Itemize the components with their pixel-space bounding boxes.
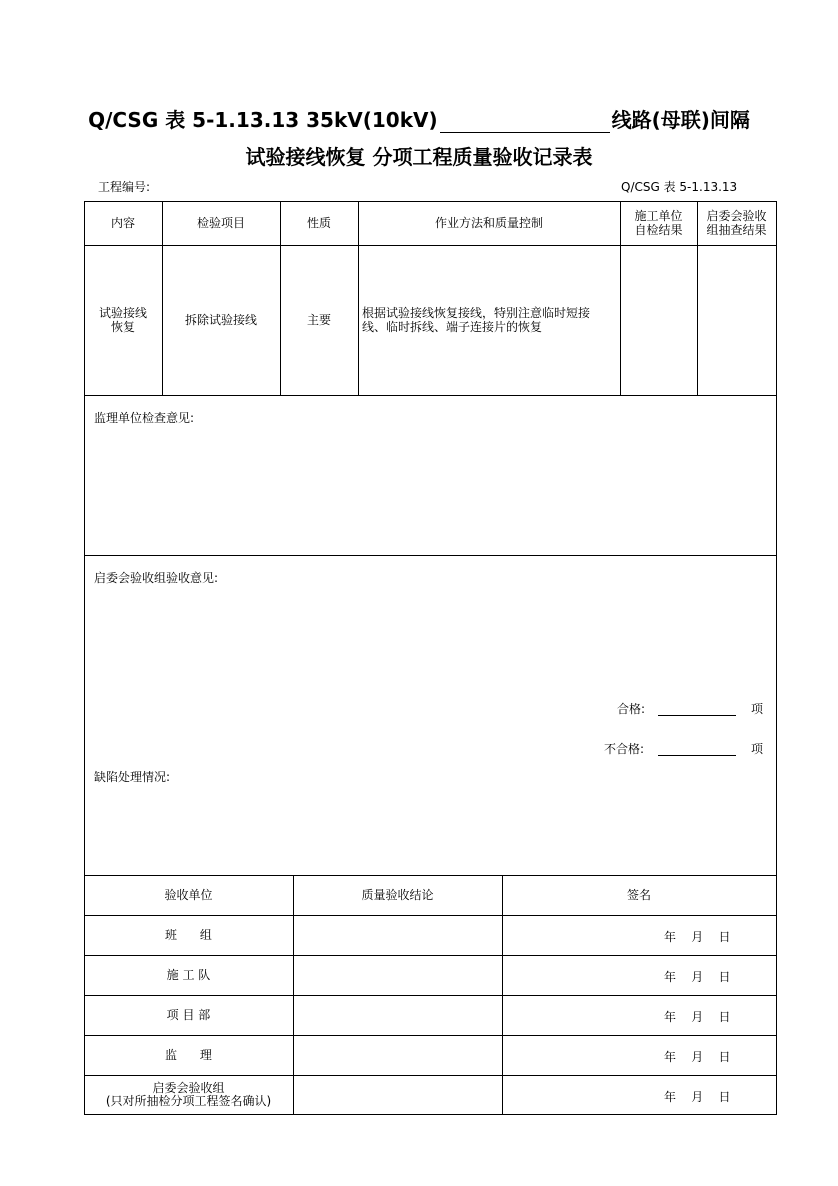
signoff-conclusion-field[interactable] <box>294 916 501 954</box>
defect-field[interactable] <box>85 785 775 873</box>
signoff-date: 年 月 日 <box>664 1050 731 1064</box>
signoff-conclusion-field[interactable] <box>294 956 501 994</box>
header-nature: 性质 <box>306 216 331 230</box>
header-item: 检验项目 <box>196 216 245 230</box>
signoff-unit-committee: 启委会验收组 (只对所抽检分项工程签名确认) <box>105 1081 272 1108</box>
defect-label: 缺陷处理情况: <box>94 770 171 784</box>
header-self-check: 施工单位 自检结果 <box>634 209 683 237</box>
header-spot-check: 启委会验收 组抽查结果 <box>706 209 767 237</box>
signoff-conclusion-field[interactable] <box>294 1076 501 1114</box>
signoff-conclusion-field[interactable] <box>294 1036 501 1074</box>
fail-count-field[interactable] <box>658 755 736 756</box>
row-content: 试验接线 恢复 <box>98 306 147 334</box>
line-name-blank[interactable] <box>440 110 610 133</box>
fail-unit: 项 <box>751 742 764 756</box>
signoff-date: 年 月 日 <box>664 1010 731 1024</box>
form-title-line1 <box>0 104 838 133</box>
pass-count-field[interactable] <box>658 715 736 716</box>
form-title-line2: 试验接线恢复 分项工程质量验收记录表 <box>245 145 593 169</box>
signoff-unit-project-dept: 项 目 部 <box>166 1008 211 1022</box>
committee-opinion-field[interactable] <box>85 585 775 685</box>
signoff-unit-crew: 施 工 队 <box>166 968 211 982</box>
committee-opinion-label: 启委会验收组验收意见: <box>94 571 219 585</box>
row-method: 根据试验接线恢复接线，特别注意临时短接 线、临时拆线、端子连接片的恢复 <box>362 306 591 334</box>
title-prefix: Q/CSG 表 5-1.13.13 35kV(10kV) <box>88 108 438 132</box>
row-spot-check[interactable] <box>697 245 776 395</box>
row-item: 拆除试验接线 <box>184 313 257 327</box>
title-suffix: 线路(母联)间隔 <box>611 108 750 132</box>
signoff-unit-supervision: 监 理 <box>165 1048 212 1062</box>
signoff-header-signature: 签名 <box>626 888 651 902</box>
header-method: 作业方法和质量控制 <box>434 216 543 230</box>
signoff-header-unit: 验收单位 <box>164 888 213 902</box>
supervision-opinion-field[interactable] <box>85 425 775 553</box>
signoff-date: 年 月 日 <box>664 970 731 984</box>
fail-label: 不合格: <box>604 742 645 756</box>
header-content: 内容 <box>110 216 135 230</box>
supervision-opinion-label: 监理单位检查意见: <box>94 411 195 425</box>
signoff-unit-team: 班 组 <box>165 928 212 942</box>
signoff-date: 年 月 日 <box>664 930 731 944</box>
signoff-header-conclusion: 质量验收结论 <box>361 888 434 902</box>
signoff-conclusion-field[interactable] <box>294 996 501 1034</box>
signoff-date: 年 月 日 <box>664 1090 731 1104</box>
project-no-label: 工程编号: <box>98 180 151 194</box>
row-self-check[interactable] <box>620 245 697 395</box>
form-code: Q/CSG 表 5-1.13.13 <box>621 180 738 194</box>
pass-unit: 项 <box>751 702 764 716</box>
row-nature: 主要 <box>306 313 331 327</box>
pass-label: 合格: <box>617 702 646 716</box>
